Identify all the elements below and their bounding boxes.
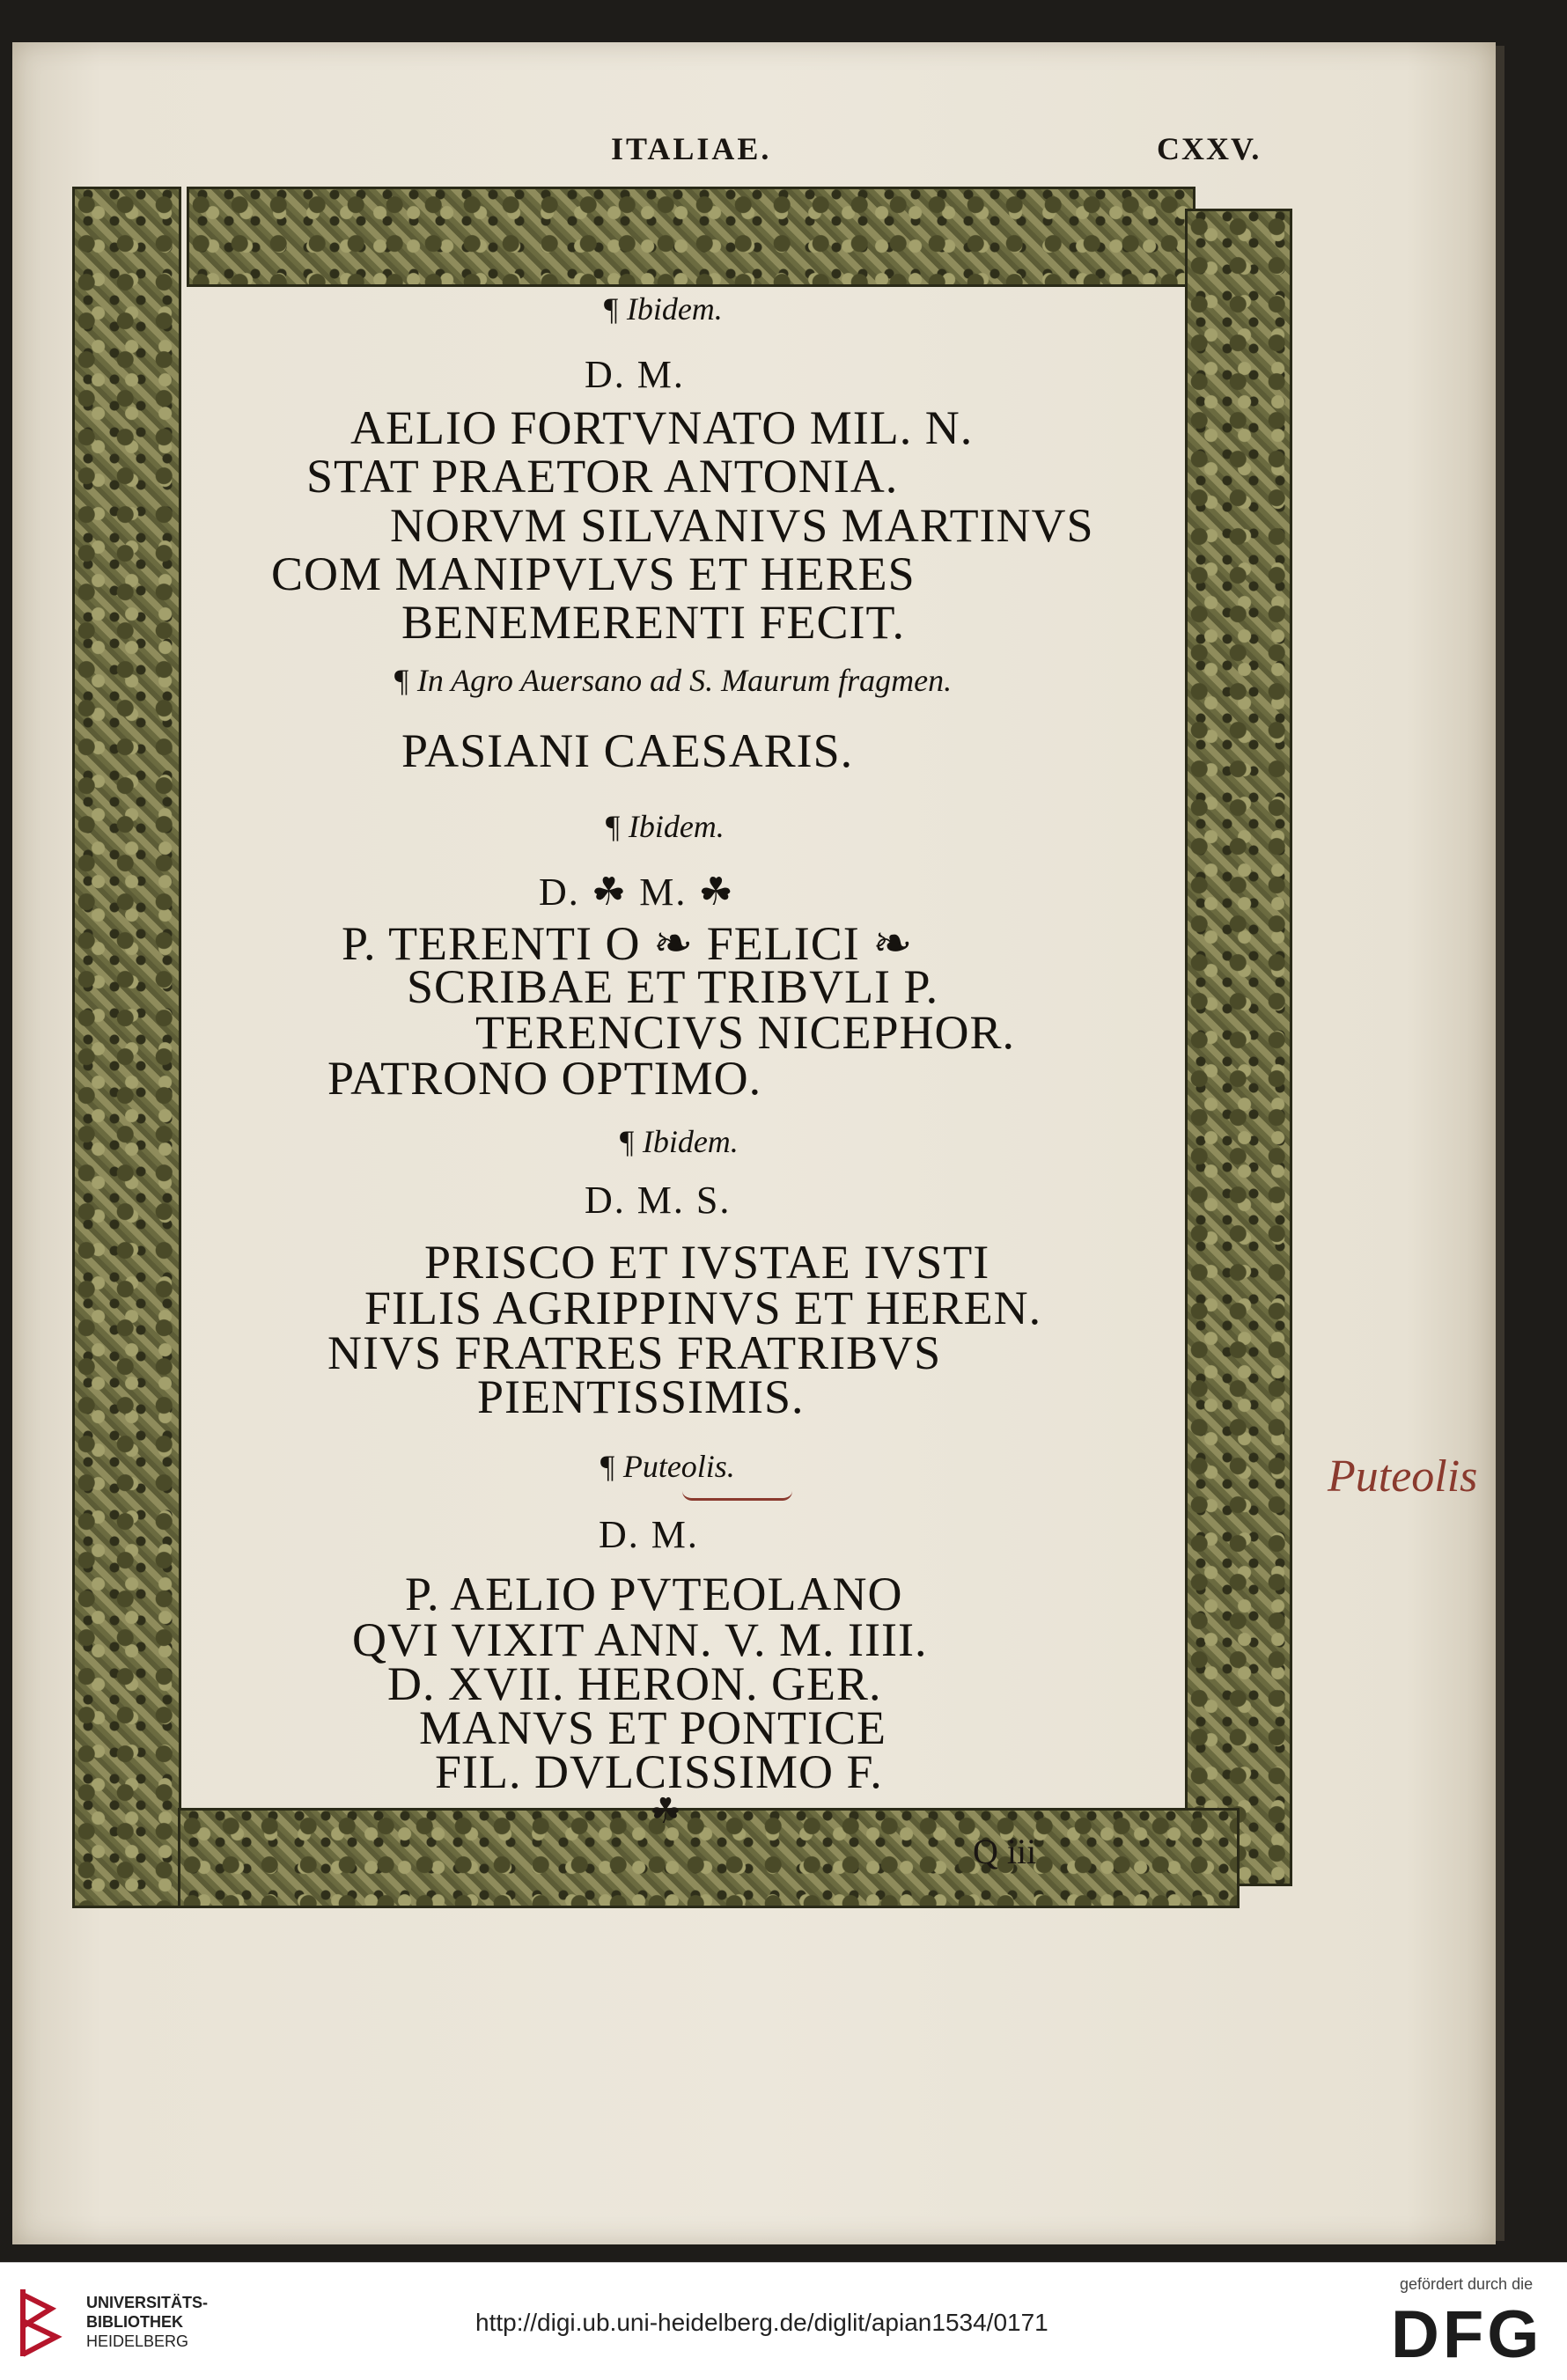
frame-bottom-border — [178, 1808, 1240, 1908]
heading-ibidem-2: ¶ Ibidem. — [604, 809, 725, 844]
inscription-3-line-4: PIENTISSIMIS. — [477, 1370, 805, 1423]
dm-2: D. ☘ M. ☘ — [539, 870, 735, 914]
running-head: ITALIAE. — [611, 131, 772, 166]
inscription-4-line-4: MANVS ET PONTICE — [419, 1701, 887, 1754]
library-name-line-2: BIBLIOTHEK — [86, 2313, 183, 2331]
signature-mark: Q iii — [973, 1832, 1037, 1871]
inscription-2-line-3: TERENCIVS NICEPHOR. — [475, 1006, 1016, 1059]
inscription-1-line-3: NORVM SILVANIVS MARTINVS — [390, 499, 1094, 552]
inscription-3-line-3: NIVS FRATRES FRATRIBVS — [327, 1326, 942, 1379]
frame-left-border — [72, 187, 181, 1908]
funded-by-text: gefördert durch die — [1400, 2275, 1534, 2293]
folio-number: CXXV. — [1157, 131, 1262, 166]
inscription-1-line-1: AELIO FORTVNATO MIL. N. — [350, 401, 974, 454]
heading-agro-auersano: ¶ In Agro Auersano ad S. Maurum fragmen. — [393, 663, 953, 698]
inscription-1-line-4: COM MANIPVLVS ET HERES — [271, 547, 916, 600]
frame-right-border — [1185, 209, 1292, 1886]
library-name-line-1: UNIVERSITÄTS- — [86, 2294, 209, 2311]
library-name — [86, 2293, 208, 2351]
inscription-1-line-5: BENEMERENTI FECIT. — [401, 596, 905, 649]
university-library-logo-icon — [16, 2282, 72, 2363]
ink-underline — [682, 1491, 792, 1501]
dm-3: D. M. S. — [585, 1179, 732, 1222]
inscription-4-line-2: QVI VIXIT ANN. V. M. IIII. — [352, 1613, 928, 1666]
viewer-footer — [0, 2262, 1567, 2380]
inscription-4-line-5: FIL. DVLCISSIMO F. — [435, 1745, 883, 1798]
inscription-3-line-1: PRISCO ET IVSTAE IVSTI — [424, 1236, 990, 1289]
inscription-2-line-1: P. TERENTI O ❧ FELICI ❧ — [342, 917, 914, 970]
inscription-3-line-2: FILIS AGRIPPINVS ET HEREN. — [364, 1282, 1042, 1334]
dfg-logo: DFG — [1391, 2297, 1543, 2372]
heading-puteolis: ¶ Puteolis. — [599, 1449, 735, 1484]
permalink-url[interactable]: http://digi.ub.uni-heidelberg.de/diglit/apian1534/0171 — [475, 2309, 1048, 2336]
inscription-1-line-2: STAT PRAETOR ANTONIA. — [306, 450, 899, 503]
inscription-4-line-1: P. AELIO PVTEOLANO — [405, 1568, 903, 1620]
library-name-line-3: HEIDELBERG — [86, 2332, 189, 2350]
heading-ibidem-1: ¶ Ibidem. — [602, 291, 723, 327]
dm-4: D. M. — [599, 1513, 699, 1556]
inscription-2-line-4: PATRONO OPTIMO. — [327, 1052, 762, 1105]
dm-1: D. M. — [585, 353, 685, 396]
frame-top-border — [187, 187, 1195, 287]
margin-note: Puteolis — [1328, 1451, 1478, 1502]
heading-ibidem-3: ¶ Ibidem. — [618, 1124, 739, 1159]
inscription-4-line-3: D. XVII. HERON. GER. — [387, 1657, 882, 1710]
inscription-2-line-2: SCRIBAE ET TRIBVLI P. — [407, 960, 939, 1013]
leaf-ornament-icon: ☘ — [650, 1791, 681, 1831]
fragment-line: PASIANI CAESARIS. — [401, 724, 854, 777]
page-edge — [1496, 46, 1504, 2241]
